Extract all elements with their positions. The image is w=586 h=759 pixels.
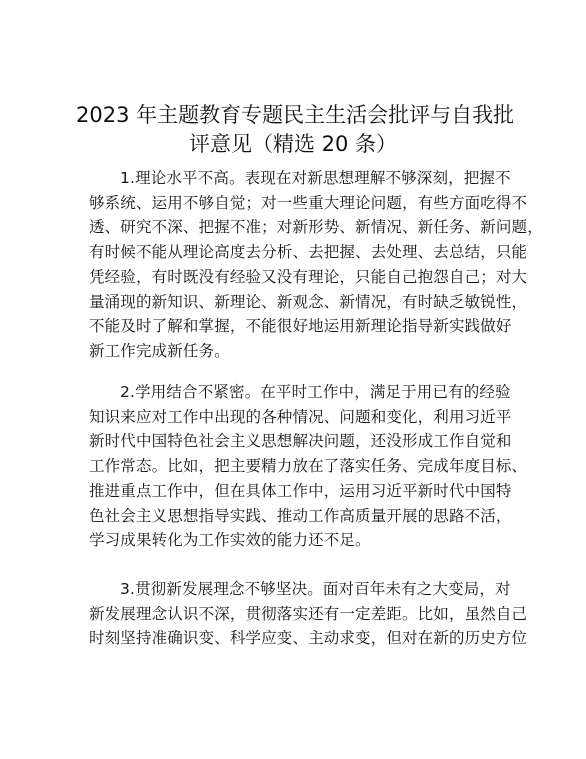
paragraph-line: 凭经验，有时既没有经验又没有理论，只能自己抱怨自己；对大 [89,267,528,286]
paragraph-line: 新时代中国特色社会主义思想解决问题，还没形成工作自觉和 [89,432,512,451]
paragraph-line: 3.贯彻新发展理念不够坚决。面对百年未有之大变局，对 [120,580,511,598]
paragraph-line: 知识来应对工作中出现的各种情况、问题和变化，利用习近平 [89,407,512,426]
paragraph-line: 推进重点工作中，但在具体工作中，运用习近平新时代中国特 [89,481,512,500]
paragraph-line: 色社会主义思想指导实践、推动工作高质量开展的思路不活， [89,506,512,525]
document-title [76,101,515,159]
paragraph-2 [89,380,528,553]
paragraph-line: 新发展理念认识不深，贯彻落实还有一定差距。比如，虽然自己 [89,604,528,623]
paragraph-line: 1.理论水平不高。表现在对新思想理解不够深刻，把握不 [120,169,511,187]
paragraph-line: 不能及时了解和掌握，不能很好地运用新理论指导新实践做好 [89,317,512,336]
paragraph-line: 量涌现的新知识、新理论、新观念、新情况，有时缺乏敏锐性， [89,292,528,311]
paragraph-line: 有时候不能从理论高度去分析、去把握、去处理、去总结，只能 [89,243,528,262]
title-line: 2023 年主题教育专题民主生活会批评与自我批 [76,103,515,127]
paragraph-3 [89,577,528,651]
paragraph-line: 时刻坚持准确识变、科学应变、主动求变，但对在新的历史方位 [89,629,528,648]
paragraph-line: 学习成果转化为工作实效的能力还不足。 [89,531,371,550]
paragraph-line: 工作常态。比如，把主要精力放在了落实任务、完成年度目标、 [89,457,528,476]
paragraph-1 [89,166,543,364]
title-line: 评意见（精选 20 条） [188,132,398,156]
paragraph-line: 新工作完成新任务。 [89,341,230,360]
paragraph-line: 透、研究不深、把握不准；对新形势、新情况、新任务、新问题， [89,218,543,237]
paragraph-line: 够系统、运用不够自觉；对一些重大理论问题，有些方面吃得不 [89,193,528,212]
paragraph-line: 2.学用结合不紧密。在平时工作中，满足于用已有的经验 [120,383,511,401]
